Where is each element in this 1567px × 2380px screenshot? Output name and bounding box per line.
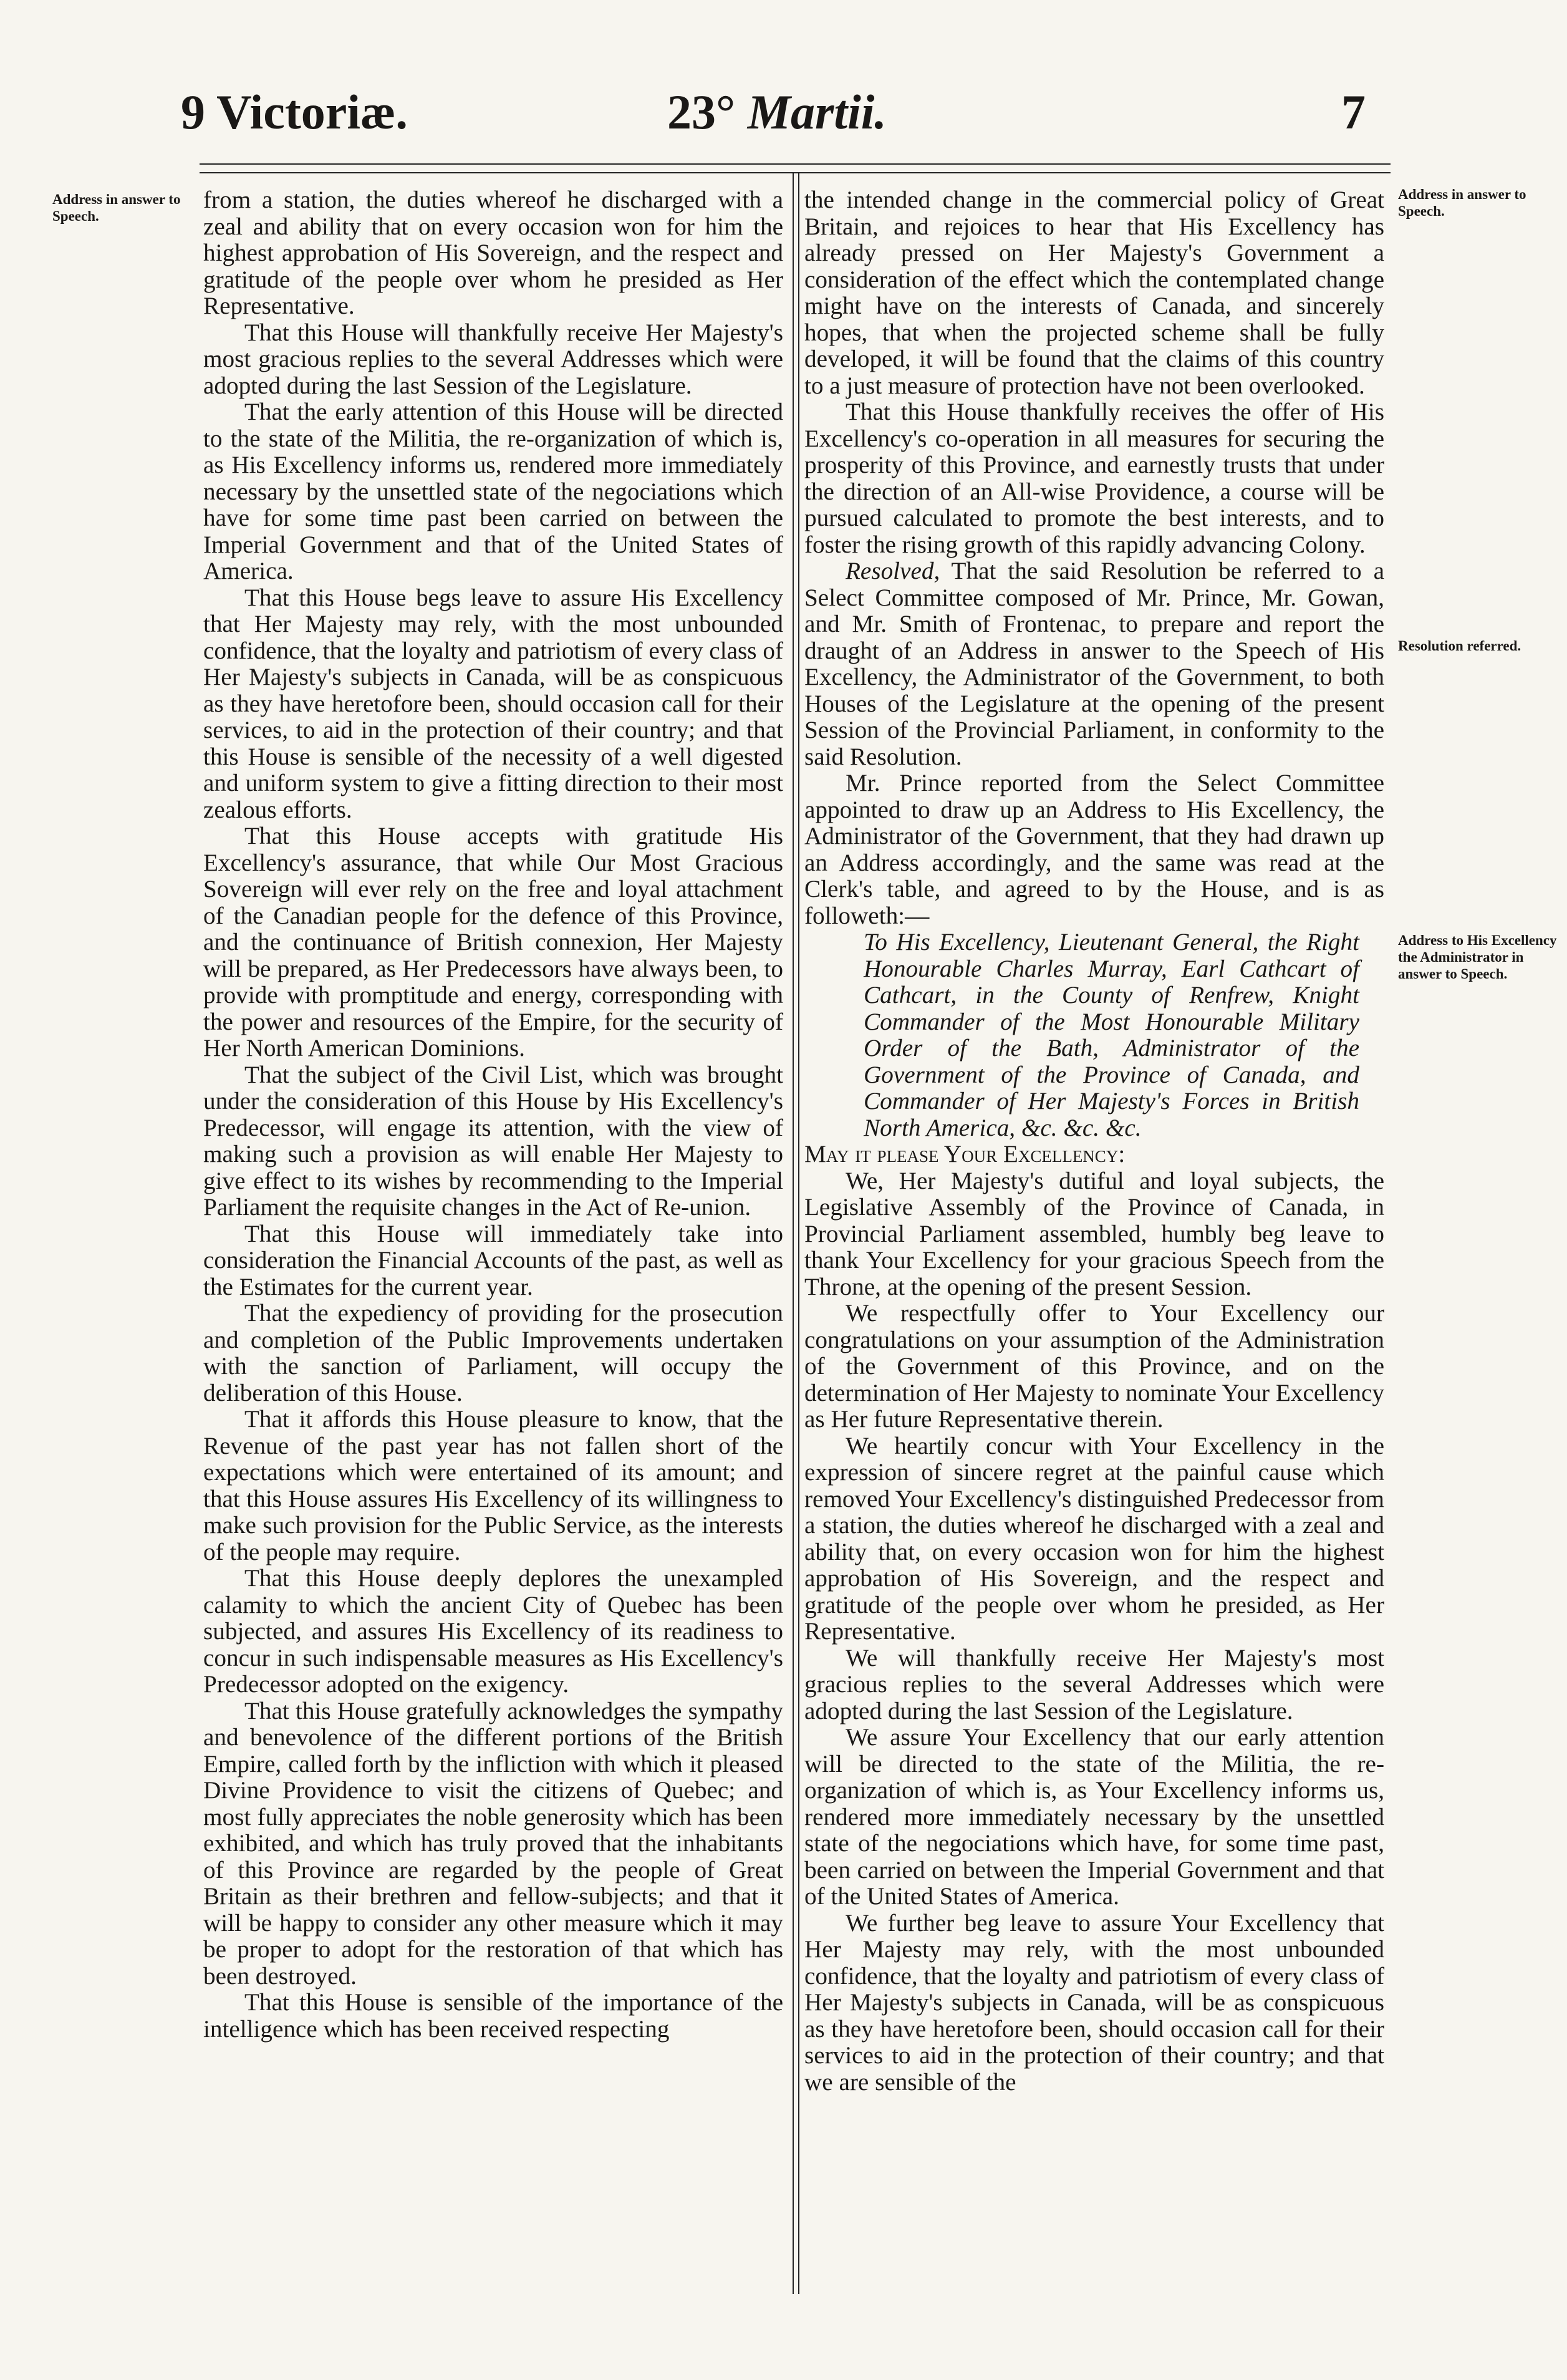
- header-rule-bottom: [200, 172, 1391, 173]
- header-rule-top: [200, 163, 1391, 165]
- paragraph: That the early attention of this House will be directed to the state of the Militia, the re-organization of which is, as His Excellency informs us, rendered more immediately necessary by the unsettled state of the negociations which have for some time past been carried on between the Imperial Government and that of the United States of America.: [203, 399, 783, 584]
- paragraph: That this House will immediately take into consideration the Financial Accounts of the past, as well as the Estimates for the current year.: [203, 1220, 783, 1300]
- paragraph: from a station, the duties whereof he discharged with a zeal and ability that on every occasion won for him the highest approbation of His Sovereign, and the respect and gratitude of the people over whom he presided as Her Representative.: [203, 186, 783, 319]
- margin-note-address: Address in answer to Speech.: [52, 191, 181, 224]
- address-paragraph: We, Her Majesty's dutiful and loyal subjects, the Legislative Assembly of the Province of Canada, in Provincial Parliament assembled, humbly beg leave to thank Your Excellency for your gracious Speech from the Throne, at the opening of the present Session.: [804, 1167, 1384, 1300]
- resolved-label: Resolved,: [846, 558, 940, 584]
- paragraph: That the subject of the Civil List, which was brought under the consideration of this House by His Excellency's Predecessor, will engage its attention, with the view of making such a provision as will enable Her Majesty to give effect to its wishes by recommending to the Imperial Parliament the requisite changes in the Act of Re-union.: [203, 1061, 783, 1221]
- regnal-year: 9 Victoriæ.: [181, 85, 408, 139]
- address-paragraph: We will thankfully receive Her Majesty's most gracious replies to the several Addresses which were adopted during the last Session of the Legislature.: [804, 1644, 1384, 1725]
- address-paragraph: We respectfully offer to Your Excellency our congratulations on your assumption of the Administration of the Government of this Province, and on the determination of Her Majesty to nominate Your Excellency as Her future Representative therein.: [804, 1300, 1384, 1433]
- paragraph-offer: That this House thankfully receives the offer of His Excellency's co-operation in all measures for securing the prosperity of this Province, and earnestly trusts that under the direction of an All-wise Providence, a course will be pursued calculated to promote the best interests, and to foster the rising growth of this rapidly advancing Colony.: [804, 399, 1384, 558]
- address-paragraph: We further beg leave to assure Your Excellency that Her Majesty may rely, with the most unbounded confidence, that the loyalty and patriotism of every class of Her Majesty's subjects in Canada, will be as conspicuous as they have heretofore been, should occasion call for their services to aid in the protection of their country; and that we are sensible of the: [804, 1909, 1384, 2096]
- right-column: [804, 187, 1384, 2096]
- margin-note-resolution-referred: Resolution referred.: [1398, 638, 1521, 654]
- report-paragraph: Mr. Prince reported from the Select Committee appointed to draw up an Address to His Excellency, the Administrator of the Government, that they had drawn up an Address accordingly, and the same was read at the Clerk's table, and agreed to by the House, and is as followeth:—: [804, 770, 1384, 929]
- resolved-text: That the said Resolution be referred to a Select Committee composed of Mr. Prince, Mr. Gowan, and Mr. Smith of Frontenac, to prepare and report the draught of an Address in answer to the Speech of His Excellency, the Administrator of the Government, to both Houses of the Legislature at the opening of the present Session of the Provincial Parliament, in conformity to the said Resolution.: [804, 558, 1384, 770]
- left-column: [203, 187, 783, 2043]
- paragraph: That this House is sensible of the importance of the intelligence which has been received respecting: [203, 1989, 783, 2043]
- date-heading: [667, 81, 887, 143]
- page-header: [181, 81, 1366, 143]
- paragraph: That this House will thankfully receive Her Majesty's most gracious replies to the several Addresses which were adopted during the last Session of the Legislature.: [203, 319, 783, 399]
- paragraph: That this House begs leave to assure His Excellency that Her Majesty may rely, with the most unbounded confidence, that the loyalty and patriotism of every class of Her Majesty's subjects in Canada, will be as conspicuous as they have heretofore been, should occasion call for their services, to aid in the protection of their country; and that this House is sensible of the necessity of a well digested and uniform system to give a fitting direction to their most zealous efforts.: [203, 584, 783, 823]
- address-paragraph: We assure Your Excellency that our early attention will be directed to the state of the Militia, the re-organization of which is, as Your Excellency informs us, rendered more immediately necessary by the unsettled state of the negociations which have, for some time past, been carried on between the Imperial Government and that of the United States of America.: [804, 1724, 1384, 1910]
- date-day: 23°: [667, 85, 736, 139]
- column-divider-second: [798, 173, 799, 2294]
- address-paragraph: We heartily concur with Your Excellency in the expression of sincere regret at the painful cause which removed Your Excellency's distinguished Predecessor from a station, the duties whereof he discharged with a zeal and ability that, on every occasion won for him the highest approbation of His Sovereign, and the respect and gratitude of the people over whom he presided, as Her Representative.: [804, 1432, 1384, 1645]
- date-month: Martii.: [747, 85, 887, 139]
- resolution-paragraph: [804, 558, 1384, 770]
- address-superscription: To His Excellency, Lieutenant General, the Right Honourable Charles Murray, Earl Cathcart of Cathcart, in the County of Renfrew, Knight Commander of the Most Honourable Military Order of the Bath, Administrator of the Government of the Province of Canada, and Commander of Her Majesty's Forces in British North America, &c. &c. &c.: [864, 929, 1359, 1141]
- column-divider: [793, 173, 794, 2294]
- paragraph: That this House accepts with gratitude His Excellency's assurance, that while Our Most Gracious Sovereign will ever rely on the free and loyal attachment of the Canadian people for the defence of this Province, and the continuance of British connexion, Her Majesty will be prepared, as Her Predecessors have always been, to provide with promptitude and energy, corresponding with the power and resources of the Empire, for the security of Her North American Dominions.: [203, 823, 783, 1062]
- paragraph: That this House deeply deplores the unexampled calamity to which the ancient City of Quebec has been subjected, and assures His Excellency of its readiness to concur in such indispensable measures as His Excellency's Predecessor adopted on the exigency.: [203, 1565, 783, 1698]
- salutation: May it please Your Excellency:: [804, 1141, 1126, 1168]
- margin-note-address-right: Address in answer to Speech.: [1398, 186, 1526, 219]
- paragraph: That the expediency of providing for the prosecution and completion of the Public Improvements undertaken with the sanction of Parliament, will occupy the deliberation of this House.: [203, 1300, 783, 1406]
- paragraph: That this House gratefully acknowledges the sympathy and benevolence of the different portions of the British Empire, called forth by the infliction with which it pleased Divine Providence to visit the citizens of Quebec; and most fully appreciates the noble generosity which has been exhibited, and which has truly proved that the inhabitants of this Province are regarded by the people of Great Britain as their brethren and fellow-subjects; and that it will be happy to consider any other measure which it may be proper to adopt for the restoration of that which has been destroyed.: [203, 1697, 783, 1990]
- page-number: 7: [1341, 85, 1366, 139]
- margin-note-address-to-administrator: Address to His Excellency the Administrator in answer to Speech.: [1398, 932, 1557, 982]
- paragraph: That it affords this House pleasure to know, that the Revenue of the past year has not fallen short of the expectations which were entertained of its amount; and that this House assures His Excellency of its willingness to make such provision for the Public Service, as the interests of the people may require.: [203, 1406, 783, 1565]
- paragraph-continuation: the intended change in the commercial policy of Great Britain, and rejoices to hear that His Excellency has already pressed on Her Majesty's Government a consideration of the effect which the contemplated change might have on the interests of Canada, and sincerely hopes, that when the projected scheme shall be fully developed, it will be found that the claims of this country to a just measure of protection have not been overlooked.: [804, 186, 1384, 399]
